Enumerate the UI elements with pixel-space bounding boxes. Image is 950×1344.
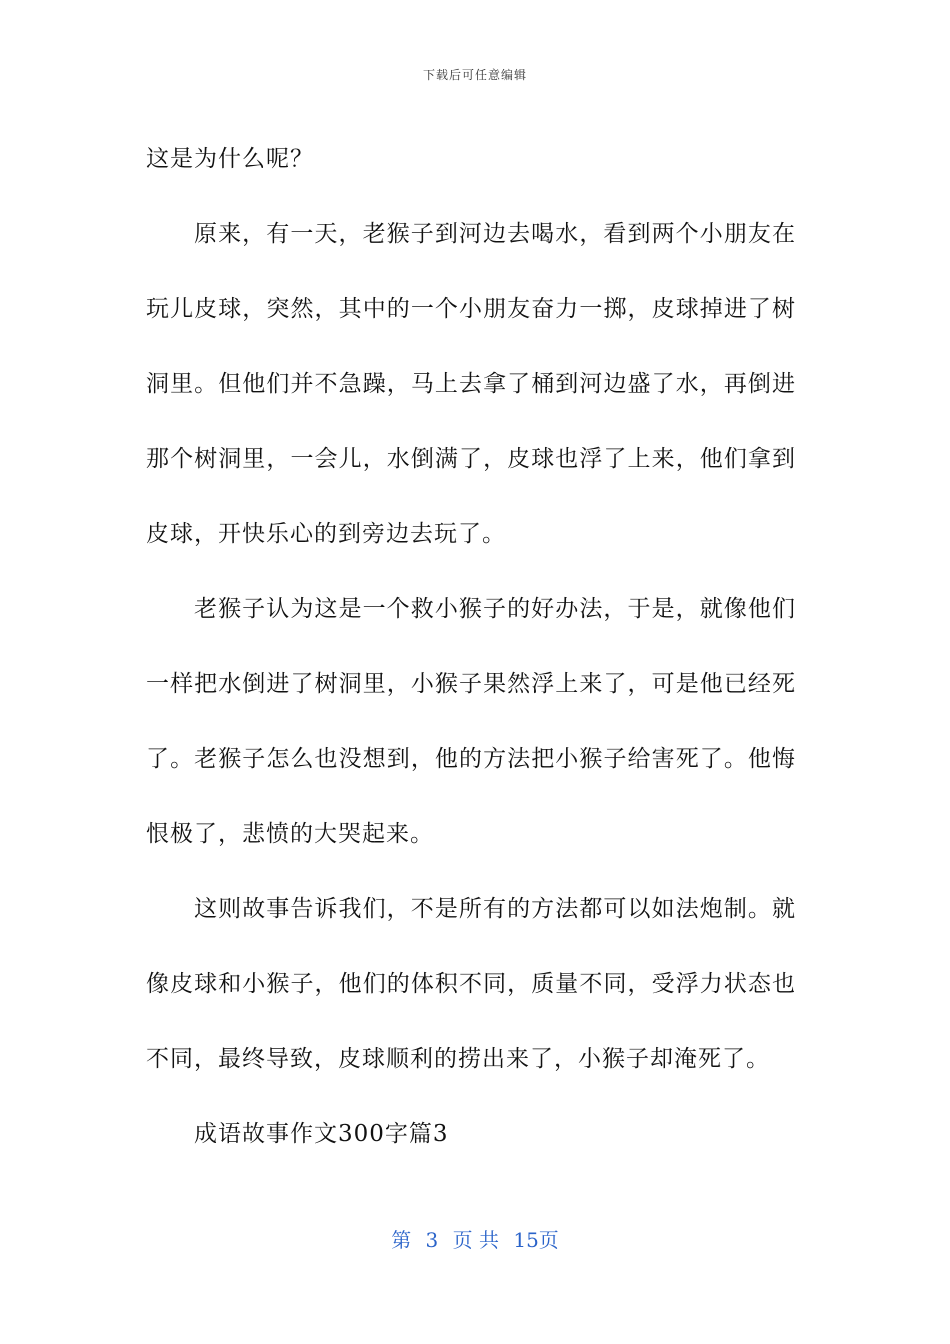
- paragraph-1: 这是为什么呢？: [146, 146, 314, 172]
- paragraph-2: 原来，有一天，老猴子到河边去喝水，看到两个小朋友在玩儿皮球，突然，其中的一个小朋友奋力一掷，皮球掉进了树洞里。但他们并不急躁，马上去拿了桶到河边盛了水，再倒进那个树洞里，一会儿，水倒满了，皮球也浮了上来，他们拿到皮球，开快乐心的到旁边去玩了。: [146, 221, 796, 547]
- page-header-note: 下载后可任意编辑: [422, 68, 527, 82]
- section-heading: 成语故事作文300字篇3: [194, 1121, 449, 1147]
- footer-total-pages: 15页: [513, 1228, 559, 1252]
- paragraph-3: 老猴子认为这是一个救小猴子的好办法，于是，就像他们一样把水倒进了树洞里，小猴子果然浮上来了，可是他已经死了。老猴子怎么也没想到，他的方法把小猴子给害死了。他悔恨极了，悲愤的大哭起来。: [146, 596, 796, 847]
- footer-current-page: 3: [425, 1228, 439, 1252]
- paragraph-4: 这则故事告诉我们，不是所有的方法都可以如法炮制。就像皮球和小猴子，他们的体积不同，质量不同，受浮力状态也不同，最终导致，皮球顺利的捞出来了，小猴子却淹死了。: [146, 896, 796, 1072]
- footer-middle: 页 共: [452, 1228, 499, 1252]
- footer-prefix: 第: [391, 1228, 412, 1252]
- document-body: [146, 122, 796, 1172]
- page-number-footer: [0, 1224, 950, 1253]
